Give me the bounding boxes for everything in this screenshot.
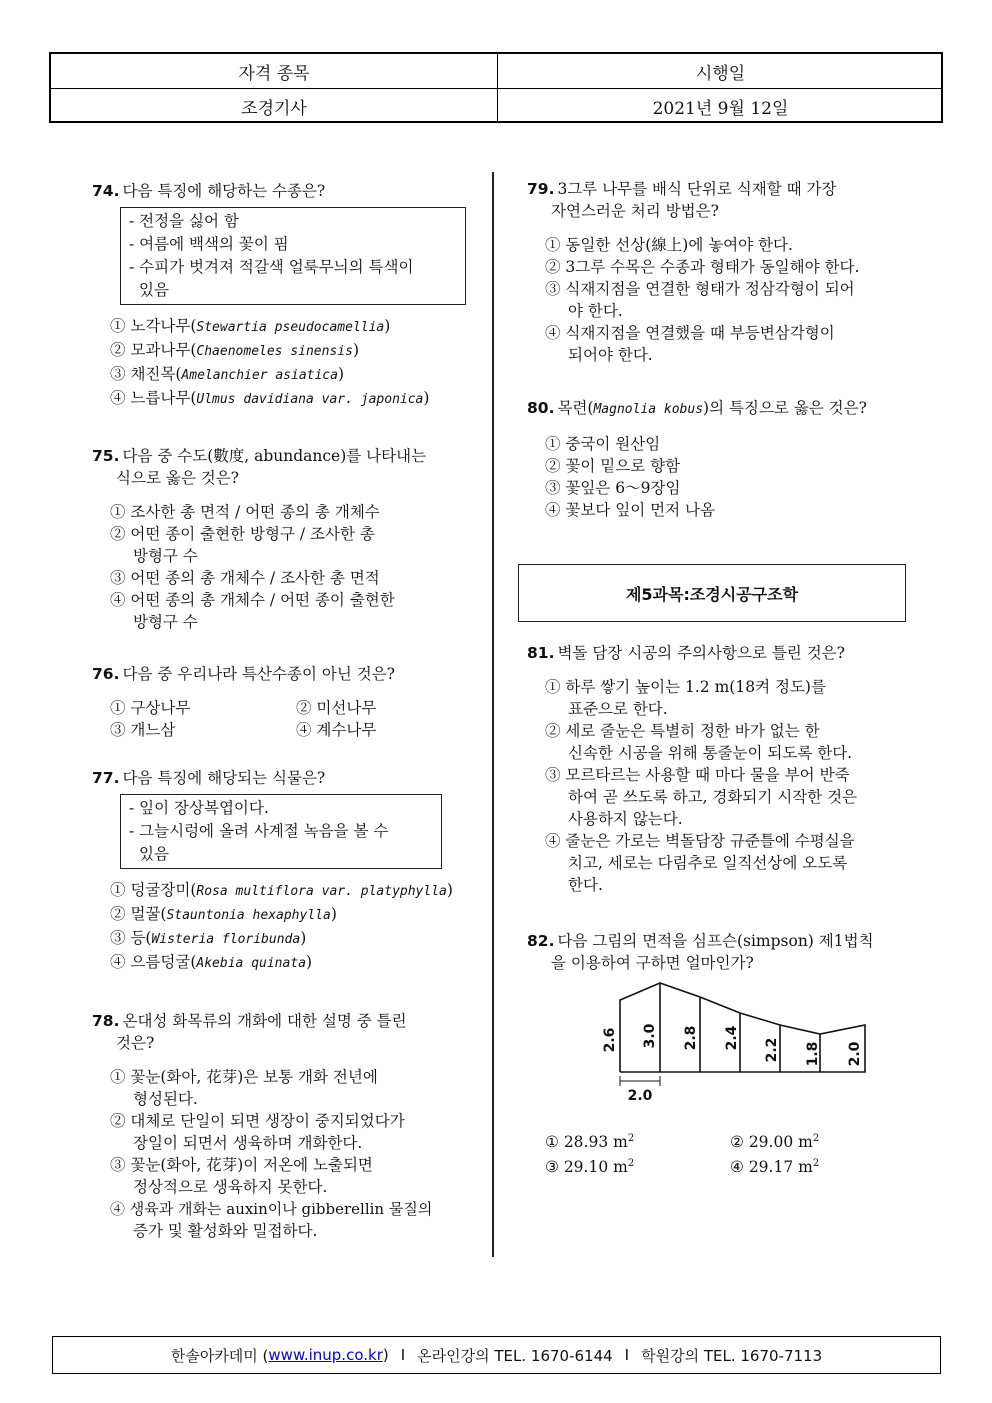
option-3-cont: 하여 곧 쓰도록 하고, 경화되기 시작한 것은 xyxy=(568,788,858,806)
date-label: 시행일 xyxy=(695,63,746,84)
height-label: 2.4 xyxy=(724,1025,740,1051)
header-row-values xyxy=(51,89,941,123)
offline-tel: 학원강의 TEL. 1670-7113 xyxy=(641,1346,823,1365)
option-2[interactable]: ② 꽃이 밑으로 향함 xyxy=(545,457,681,475)
option-4[interactable]: ④ 느릅나무(Ulmus davidiana var. japonica) xyxy=(110,389,430,407)
subject-value: 조경기사 xyxy=(51,89,498,123)
question-text-cont: 식으로 옳은 것은? xyxy=(116,469,239,487)
question-80: 80. 목련(Magnolia kobus)의 특징으로 옳은 것은? ① 중국이 원산임 ② 꽃이 밑으로 향함 ③ 꽃잎은 6～9장임 ④ 꽃보다 잎이 먼저 나옴 xyxy=(527,397,927,521)
header-row-labels xyxy=(51,54,941,89)
option-4[interactable]: ④ 꽃보다 잎이 먼저 나옴 xyxy=(545,501,715,519)
option-1[interactable]: ① 28.93 $m^2$ xyxy=(545,1133,635,1152)
option-3[interactable]: ③ 모르타르는 사용할 때 마다 물을 부어 반죽 xyxy=(545,766,850,784)
subject-label: 자격 종목 xyxy=(51,54,498,88)
question-text: 다음 그림의 면적을 심프슨(simpson) 제1법칙 xyxy=(557,932,874,950)
option-4[interactable]: ④ 식재지점을 연결했을 때 부등변삼각형이 xyxy=(545,324,835,342)
option-2[interactable]: ② 멀꿀(Stauntonia hexaphylla) xyxy=(110,905,337,923)
question-text: 다음 중 우리나라 특산수종이 아닌 것은? xyxy=(122,665,395,683)
question-text: 3그루 나무를 배식 단위로 식재할 때 가장 xyxy=(557,180,837,198)
feature-box xyxy=(120,794,442,869)
option-4-cont: 증가 및 활성화와 밀접하다. xyxy=(133,1222,318,1240)
option-1[interactable]: ① 노각나무(Stewartia pseudocamellia) xyxy=(110,317,391,335)
scientific-name: Magnolia kobus xyxy=(593,402,704,417)
question-text-cont: 을 이용하여 구하면 얼마인가? xyxy=(551,954,754,972)
question-text-cont: 자연스러운 처리 방법은? xyxy=(551,202,719,220)
question-text: 다음 특징에 해당하는 수종은? xyxy=(122,182,326,200)
box-line: - 여름에 백색의 꽃이 핌 xyxy=(129,235,289,253)
date-value: 2021년 9월 12일 xyxy=(652,98,789,119)
height-label: 2.8 xyxy=(683,1025,699,1051)
option-1[interactable]: ① 꽃눈(화아, 花芽)은 보통 개화 전년에 xyxy=(110,1068,378,1086)
question-79 xyxy=(527,178,927,366)
height-label: 1.8 xyxy=(805,1041,821,1067)
footer-bar: 한솔아카데미 ( www.inup.co.kr ) I 온라인강의 TEL. 1670-6144 I 학원강의 TEL. 1670-7113 xyxy=(52,1336,941,1374)
question-74 xyxy=(92,180,482,411)
option-3[interactable]: ③ 등(Wisteria floribunda) xyxy=(110,929,307,947)
column-divider xyxy=(492,172,494,1257)
question-75 xyxy=(92,445,482,633)
option-1-cont: 형성된다. xyxy=(133,1090,198,1108)
question-text: 다음 중 수도(數度, abundance)를 나타내는 xyxy=(122,447,427,465)
option-1[interactable]: ① 조사한 총 면적 / 어떤 종의 총 개체수 xyxy=(110,503,380,521)
option-1[interactable]: ① 덩굴장미(Rosa multiflora var. platyphylla) xyxy=(110,881,453,899)
box-line: - 잎이 장상복엽이다. xyxy=(129,799,269,817)
academy-link[interactable]: www.inup.co.kr xyxy=(268,1346,383,1364)
option-3-cont: 사용하지 않는다. xyxy=(568,810,683,828)
option-1[interactable]: ① 하루 쌓기 높이는 1.2 m(18켜 정도)를 xyxy=(545,678,826,696)
option-4-cont: 치고, 세로는 다림추로 일직선상에 오도록 xyxy=(568,854,848,872)
option-4-cont: 되어야 한다. xyxy=(568,346,653,364)
academy-name: 한솔아카데미 ( xyxy=(170,1346,269,1365)
option-2[interactable]: ② 어떤 종이 출현한 방형구 / 조사한 총 xyxy=(110,525,375,543)
option-1[interactable]: ① 동일한 선상(線上)에 놓여야 한다. xyxy=(545,236,793,254)
question-82-options xyxy=(545,1128,925,1178)
option-4[interactable]: ④ 29.17 $m^2$ xyxy=(730,1158,820,1177)
option-4-cont: 방형구 수 xyxy=(133,613,198,631)
height-label: 3.0 xyxy=(642,1023,658,1049)
option-2-cont: 장일이 되면서 생육하며 개화한다. xyxy=(133,1134,363,1152)
option-3-cont: 정상적으로 생육하지 못한다. xyxy=(133,1178,328,1196)
spacing-label: 2.0 xyxy=(627,1088,653,1104)
question-77 xyxy=(92,767,482,975)
option-3[interactable]: ③ 식재지점을 연결한 형태가 정삼각형이 되어 xyxy=(545,280,855,298)
height-label: 2.0 xyxy=(847,1041,863,1067)
option-2[interactable]: ② 29.00 $m^2$ xyxy=(730,1133,820,1152)
option-3[interactable]: ③ 개느삼 xyxy=(110,721,176,739)
question-text: 다음 특징에 해당되는 식물은? xyxy=(122,769,326,787)
question-text-cont: 것은? xyxy=(116,1034,155,1052)
online-tel: 온라인강의 TEL. 1670-6144 xyxy=(417,1346,613,1365)
option-3[interactable]: ③ 채진목(Amelanchier asiatica) xyxy=(110,365,345,383)
option-2-cont: 신속한 시공을 위해 통줄눈이 되도록 한다. xyxy=(568,744,853,762)
option-4-cont: 한다. xyxy=(568,876,603,894)
option-1-cont: 표준으로 한다. xyxy=(568,700,668,718)
option-4[interactable]: ④ 계수나무 xyxy=(296,721,377,739)
option-3[interactable]: ③ 29.10 $m^2$ xyxy=(545,1158,635,1177)
option-4[interactable]: ④ 줄눈은 가로는 벽돌담장 규준틀에 수평실을 xyxy=(545,832,855,850)
option-2[interactable]: ② 3그루 수목은 수종과 형태가 동일해야 한다. xyxy=(545,258,860,276)
option-4[interactable]: ④ 어떤 종의 총 개체수 / 어떤 종이 출현한 xyxy=(110,591,395,609)
question-number: 80. xyxy=(527,399,555,417)
question-81 xyxy=(527,642,927,896)
question-number: 81. xyxy=(527,644,555,662)
box-line: 있음 xyxy=(139,845,169,863)
feature-box xyxy=(120,207,466,305)
option-3-cont: 야 한다. xyxy=(568,302,623,320)
simpson-area-figure xyxy=(600,978,880,1108)
section-title: 제5과목:조경시공구조학 xyxy=(518,564,906,622)
option-3[interactable]: ③ 어떤 종의 총 개체수 / 조사한 총 면적 xyxy=(110,569,380,587)
question-text: 벽돌 담장 시공의 주의사항으로 틀린 것은? xyxy=(557,644,845,662)
option-2-cont: 방형구 수 xyxy=(133,547,198,565)
question-number: 82. xyxy=(527,932,555,950)
option-4[interactable]: ④ 으름덩굴(Akebia quinata) xyxy=(110,953,313,971)
question-number: 78. xyxy=(92,1012,120,1030)
box-line: - 전정을 싫어 함 xyxy=(129,212,239,230)
option-1[interactable]: ① 중국이 원산임 xyxy=(545,435,661,453)
question-number: 75. xyxy=(92,447,120,465)
question-78 xyxy=(92,1010,482,1242)
separator: I xyxy=(624,1346,630,1364)
question-text: 온대성 화목류의 개화에 대한 설명 중 틀린 xyxy=(122,1012,407,1030)
separator: I xyxy=(400,1346,406,1364)
height-label: 2.2 xyxy=(764,1037,780,1063)
option-2[interactable]: ② 세로 줄눈은 특별히 정한 바가 없는 한 xyxy=(545,722,820,740)
option-3[interactable]: ③ 꽃눈(화아, 花芽)이 저온에 노출되면 xyxy=(110,1156,373,1174)
question-number: 79. xyxy=(527,180,555,198)
option-3[interactable]: ③ 꽃잎은 6～9장임 xyxy=(545,479,681,497)
question-76 xyxy=(92,663,482,741)
question-82 xyxy=(527,930,927,974)
box-line: - 그늘시렁에 올려 사계절 녹음을 볼 수 xyxy=(129,822,389,840)
option-2[interactable]: ② 미선나무 xyxy=(296,699,377,717)
box-line: - 수피가 벗겨져 적갈색 얼룩무늬의 특색이 xyxy=(129,258,414,276)
option-4[interactable]: ④ 생육과 개화는 auxin이나 gibberellin 물질의 xyxy=(110,1200,433,1218)
exam-header-table xyxy=(49,52,943,123)
question-number: 76. xyxy=(92,665,120,683)
option-2[interactable]: ② 대체로 단일이 되면 생장이 중지되었다가 xyxy=(110,1112,405,1130)
option-1[interactable]: ① 구상나무 xyxy=(110,699,191,717)
option-2[interactable]: ② 모과나무(Chaenomeles sinensis) xyxy=(110,341,360,359)
question-number: 74. xyxy=(92,182,120,200)
box-line: 있음 xyxy=(139,281,169,299)
question-number: 77. xyxy=(92,769,120,787)
height-label: 2.6 xyxy=(602,1027,618,1053)
